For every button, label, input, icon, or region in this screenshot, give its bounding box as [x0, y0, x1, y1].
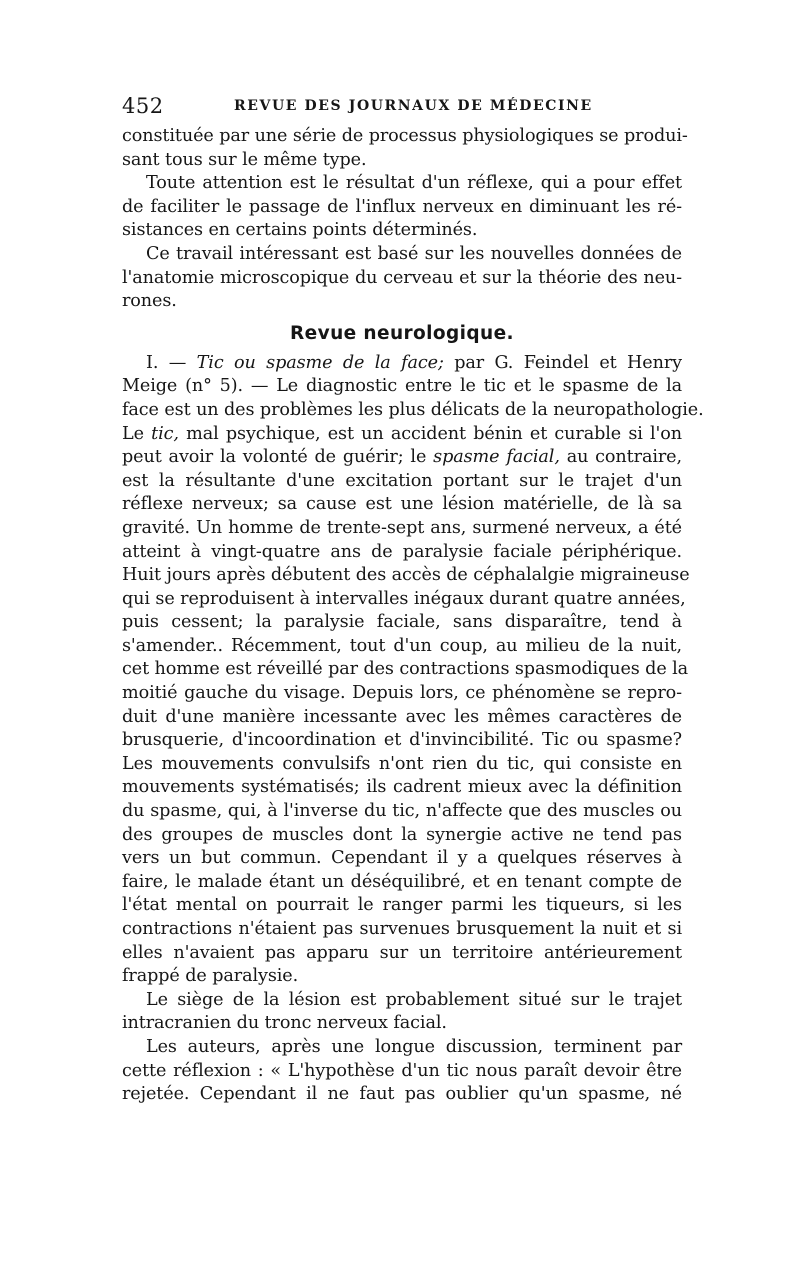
- text-line: face est un des problèmes les plus délicats de la neuropathologie.: [122, 399, 704, 420]
- article-title: Tic ou spasme de la face;: [196, 352, 444, 373]
- text-segment: I. —: [146, 352, 197, 373]
- text-line: Meige (n° 5). — Le diagnostic entre le tic et le spasme de la: [122, 376, 682, 397]
- text-line: Huit jours après débutent des accès de céphalalgie migraineuse: [122, 565, 690, 586]
- text-line: [122, 446, 682, 470]
- text-line: vers un but commun. Cependant il y a quelques réserves à: [122, 848, 682, 869]
- text-segment: mal psychique, est un accident bénin et curable si l'on: [178, 423, 683, 444]
- text-line: l'anatomie microscopique du cerveau et sur la théorie des neu-: [122, 267, 682, 288]
- text-line: [122, 352, 682, 376]
- text-line: cet homme est réveillé par des contractions spasmodiques de la: [122, 659, 689, 680]
- text-line: duit d'une manière incessante avec les mêmes caractères de: [122, 706, 682, 727]
- text-line: [122, 423, 682, 447]
- text-line: de faciliter le passage de l'influx nerveux en diminuant les ré-: [122, 196, 682, 217]
- text-line: réflexe nerveux; sa cause est une lésion matérielle, de là sa: [122, 494, 682, 515]
- text-line: rejetée. Cependant il ne faut pas oublier qu'un spasme, né: [122, 1084, 682, 1105]
- text-line: Toute attention est le résultat d'un réflexe, qui a pour effet: [146, 173, 682, 194]
- text-line: atteint à vingt-quatre ans de paralysie faciale périphérique.: [122, 541, 682, 562]
- text-line: rones.: [122, 291, 177, 312]
- running-head: REVUE DES JOURNAUX DE MÉDECINE: [234, 98, 593, 114]
- section-title: Revue neurologique.: [290, 322, 514, 344]
- text-line: s'amender.. Récemment, tout d'un coup, au milieu de la nuit,: [122, 635, 682, 656]
- body-text: [122, 125, 704, 1107]
- text-line: sant tous sur le même type.: [122, 149, 367, 170]
- text-line: moitié gauche du visage. Depuis lors, ce phénomène se repro-: [122, 683, 682, 704]
- text-line: des groupes de muscles dont la synergie active ne tend pas: [122, 824, 682, 845]
- text-segment: Le: [122, 423, 152, 444]
- text-line: Les mouvements convulsifs n'ont rien du tic, qui consiste en: [122, 753, 682, 774]
- text-line: gravité. Un homme de trente-sept ans, surmené nerveux, a été: [122, 517, 682, 538]
- text-line: Les auteurs, après une longue discussion, terminent par: [146, 1036, 682, 1057]
- text-line: Le siège de la lésion est probablement situé sur le trajet: [146, 989, 682, 1010]
- text-line: mouvements systématisés; ils cadrent mieux avec la définition: [122, 777, 682, 798]
- text-line: Ce travail intéressant est basé sur les nouvelles données de: [146, 243, 682, 264]
- text-line: sistances en certains points déterminés.: [122, 220, 478, 241]
- text-segment: peut avoir la volonté de guérir; le: [122, 447, 434, 468]
- text-line: qui se reproduisent à intervalles inégaux durant quatre années,: [122, 588, 686, 609]
- page-number: 452: [122, 94, 164, 118]
- text-line: puis cessent; la paralysie faciale, sans disparaître, tend à: [122, 612, 682, 633]
- emphasis-term: spasme facial,: [433, 447, 560, 468]
- text-line: l'état mental on pourrait le ranger parmi les tiqueurs, si les: [122, 895, 682, 916]
- emphasis-term: tic,: [151, 423, 179, 444]
- text-line: est la résultante d'une excitation portant sur le trajet d'un: [122, 470, 682, 491]
- text-line: constituée par une série de processus physiologiques se produi-: [122, 126, 688, 146]
- text-segment: par G. Feindel et Henry: [443, 352, 682, 373]
- text-line: elles n'avaient pas apparu sur un territoire antérieurement: [122, 942, 682, 963]
- text-line: contractions n'étaient pas survenues brusquement la nuit et si: [122, 919, 682, 939]
- text-line: faire, le malade étant un déséquilibré, et en tenant compte de: [122, 871, 682, 892]
- text-segment: au contraire,: [559, 447, 682, 468]
- text-line: intracranien du tronc nerveux facial.: [122, 1013, 447, 1034]
- page-header: [122, 94, 682, 118]
- text-line: brusquerie, d'incoordination et d'invincibilité. Tic ou spasme?: [122, 730, 682, 751]
- text-line: du spasme, qui, à l'inverse du tic, n'affecte que des muscles ou: [122, 801, 682, 822]
- text-line: cette réflexion : « L'hypothèse d'un tic nous paraît devoir être: [122, 1060, 682, 1081]
- text-line: frappé de paralysie.: [122, 966, 299, 987]
